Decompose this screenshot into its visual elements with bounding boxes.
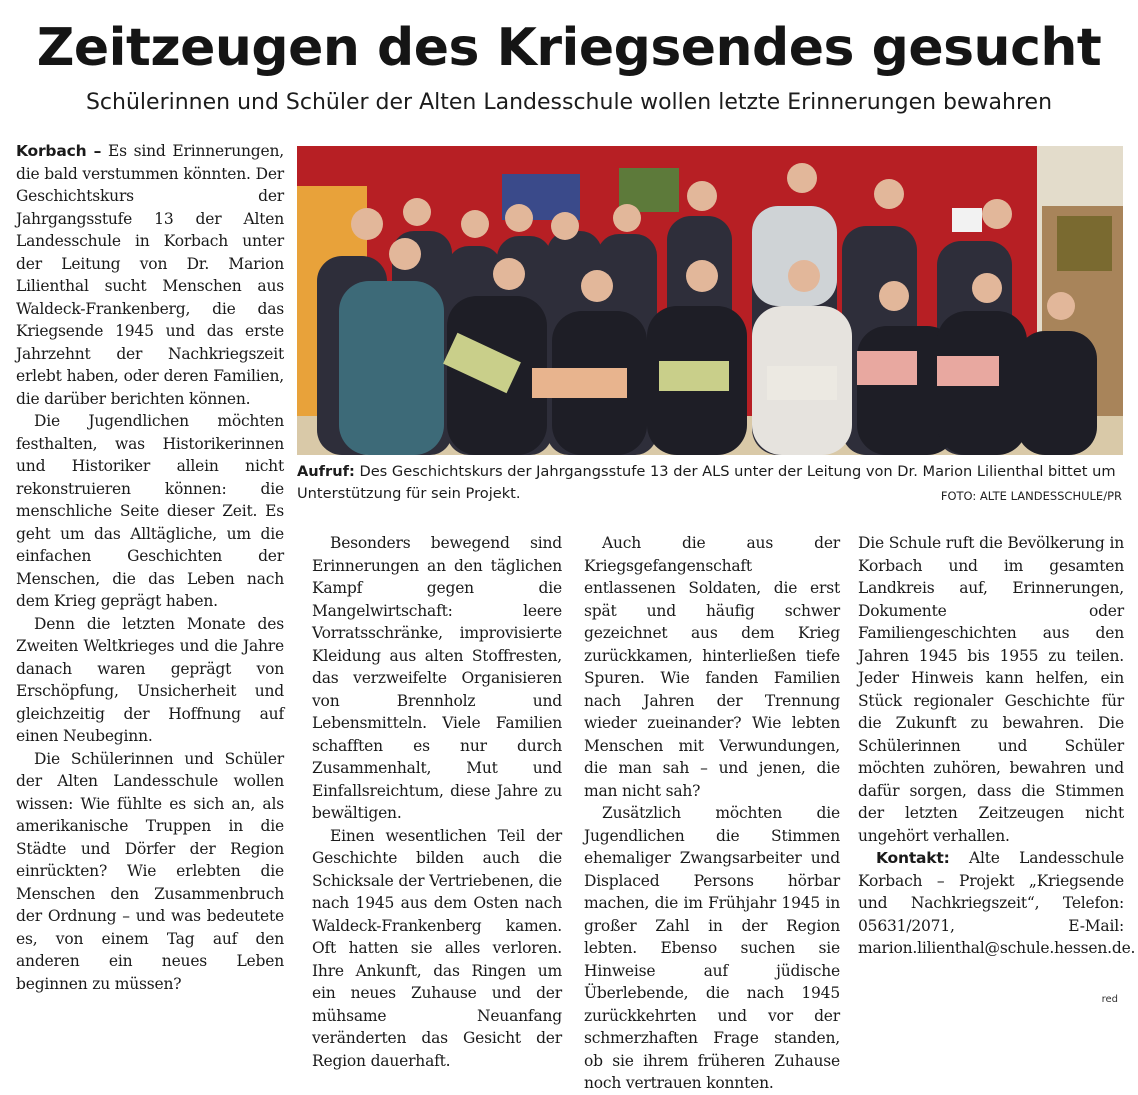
photo-credit: FOTO: ALTE LANDESSCHULE/PR [940, 489, 1122, 503]
paragraph-text: Es sind Erinnerungen, die bald verstummen könnten. Der Geschichtskurs der Jahrgangsstufe 13 der Alten Landesschule in Korbach unter der Leitung von Dr. Marion Lilienthal sucht Menschen aus Waldeck-Frankenberg, die das Kriegsende 1945 und das erste Jahrzehnt der Nachkriegszeit erlebt haben, oder deren Familien, die darüber berichten können. [16, 142, 285, 408]
contact-label: Kontakt: [876, 849, 950, 867]
headline: Zeitzeugen des Kriegsendes gesucht [36, 18, 1102, 78]
paragraph: Die Schule ruft die Bevölkerung in Korbach und im gesamten Landkreis auf, Erinnerungen, Dokumente oder Familiengeschichten aus den Jahren 1945 bis 1955 zu teilen. Jeder Hinweis kann helfen, ein Stück regionaler Geschichte für die Zukunft zu bewahren. Die Schülerinnen und Schüler möchten zuhören, bewahren und dafür sorgen, dass die Stimmen der letzten Zeitzeugen nicht ungehört verhallen. [858, 534, 1124, 845]
paragraph: Auch die aus der Kriegsgefangenschaft entlassenen Soldaten, die erst spät und häufig schwer gezeichnet aus dem Krieg zurückkamen, hinterließen tiefe Spuren. Wie fanden Familien nach Jahren der Trennung wieder zueinander? Wie lebten Menschen mit Verwundungen, die man sah – und jenen, die man nicht sah? [584, 534, 840, 800]
subheadline: Schülerinnen und Schüler der Alten Landesschule wollen letzte Erinnerungen bewahren [85, 90, 1053, 115]
dateline: Korbach – [16, 142, 102, 160]
column-1 [16, 140, 284, 995]
caption-text: Des Geschichtskurs der Jahrgangsstufe 13 der ALS unter der Leitung von Dr. Marion Lilienthal bittet um Unterstützung für sein Projekt. [297, 463, 1116, 502]
paragraph: Besonders bewegend sind Erinnerungen an den täglichen Kampf gegen die Mangelwirtschaft: leere Vorratsschränke, improvisierte Kleidung aus alten Stoffresten, das verzweifelte Organisieren von Brennholz und Lebensmitteln. Viele Familien schafften es nur durch Zusammenhalt, Mut und Einfallsreichtum, diese Jahre zu bewältigen. [312, 534, 562, 822]
author-tag: red [1101, 994, 1118, 1005]
contact-text: Alte Landesschule Korbach – Projekt „Kriegsende und Nachkriegszeit“, Telefon: 05631/2071, E-Mail: marion.lilienthal@schule.hessen.de. [858, 849, 1136, 957]
photo-illustration [297, 146, 1123, 455]
column-4 [858, 532, 1136, 960]
paragraph: Die Schülerinnen und Schüler der Alten Landesschule wollen wissen: Wie fühlte es sich an, als amerikanische Truppen in die Städte und Dörfer der Region einrückten? Wie erlebten die Menschen den Zusammenbruch der Ordnung – und was bedeutete es, von einem Tag auf den anderen ein neues Leben beginnen zu müssen? [16, 749, 284, 993]
paragraph-intro [16, 140, 284, 410]
contact-paragraph [858, 847, 1136, 960]
paragraph: Denn die letzten Monate des Zweiten Weltkrieges und die Jahre danach waren geprägt von Erschöpfung, Unsicherheit und gleichzeitig der Hoffnung auf einen Neubeginn. [16, 614, 284, 745]
column-2 [312, 532, 562, 1072]
column-3 [584, 532, 840, 1095]
paragraph: Die Jugendlichen möchten festhalten, was Historikerinnen und Historiker allein nicht rekonstruieren können: die menschliche Seite dieser Zeit. Es geht um das Alltägliche, um die einfachen Geschichten der Menschen, die das Leben nach dem Krieg geprägt haben. [16, 412, 284, 610]
paragraph: Zusätzlich möchten die Jugendlichen die Stimmen ehemaliger Zwangsarbeiter und Displaced Persons hörbar machen, die im Frühjahr 1945 in großer Zahl in der Region lebten. Ebenso suchen sie Hinweise auf jüdische Überlebende, die nach 1945 zurückkehrten und vor der schmerzhaften Frage standen, ob sie ihrem früheren Zuhause noch vertrauen konnten. [584, 804, 840, 1092]
group-photo [297, 146, 1123, 455]
paragraph: Einen wesentlichen Teil der Geschichte bilden auch die Schicksale der Vertriebenen, die nach 1945 aus dem Osten nach Waldeck-Frankenberg kamen. Oft hatten sie alles verloren. Ihre Ankunft, das Ringen um ein neues Zuhause und der mühsame Neuanfang veränderten das Gesicht der Region dauerhaft. [312, 826, 562, 1070]
caption-label: Aufruf: [297, 463, 355, 480]
